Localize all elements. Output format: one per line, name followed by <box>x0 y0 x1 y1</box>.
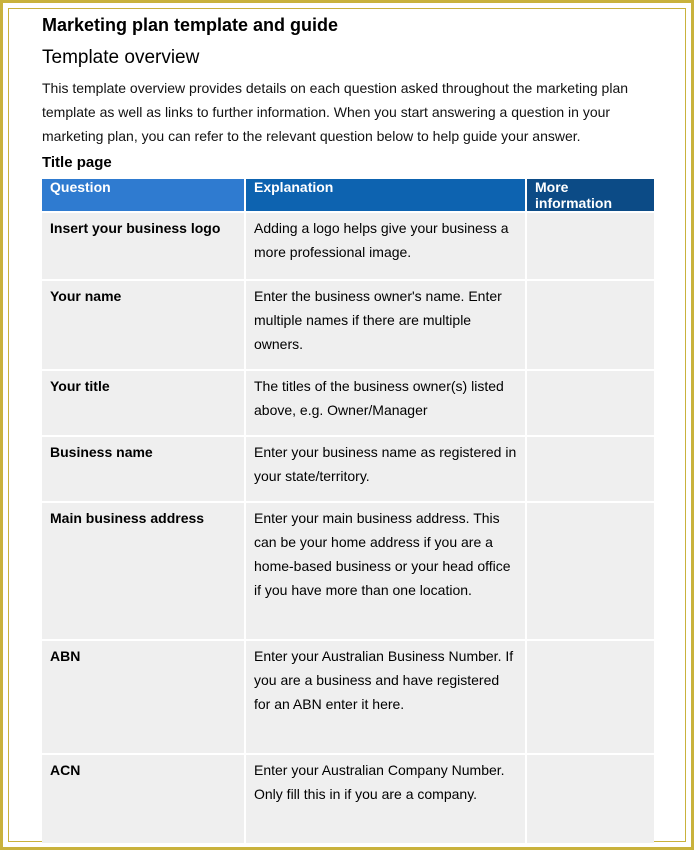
overview-table <box>42 179 654 843</box>
table-row <box>42 435 654 501</box>
cell-question: Insert your business logo <box>42 211 244 279</box>
cell-explanation: Enter your main business address. This can be your home address if you are a home-based business or your head office if you have more than one location. <box>244 501 525 639</box>
cell-question: Your name <box>42 279 244 369</box>
cell-question: ACN <box>42 753 244 843</box>
cell-question: Main business address <box>42 501 244 639</box>
header-explanation: Explanation <box>244 179 525 211</box>
section-title: Template overview <box>42 47 200 68</box>
cell-more-information <box>525 435 654 501</box>
table-row <box>42 501 654 639</box>
cell-explanation: Enter your Australian Company Number. Only fill this in if you are a company. <box>244 753 525 843</box>
cell-question: ABN <box>42 639 244 753</box>
cell-more-information <box>525 279 654 369</box>
table-row <box>42 211 654 279</box>
table-row <box>42 279 654 369</box>
subheading-title-page: Title page <box>42 154 112 171</box>
cell-question: Business name <box>42 435 244 501</box>
intro-paragraph: This template overview provides details on each question asked throughout the marketing plan template as well as links to further information. When you start answering a question in your marketing plan, you can refer to the relevant question below to help guide your answer. <box>42 80 629 144</box>
cell-explanation: Adding a logo helps give your business a more professional image. <box>244 211 525 279</box>
cell-explanation: Enter the business owner's name. Enter multiple names if there are multiple owners. <box>244 279 525 369</box>
cell-more-information <box>525 639 654 753</box>
header-question: Question <box>42 179 244 211</box>
cell-more-information <box>525 501 654 639</box>
cell-explanation: Enter your Australian Business Number. If you are a business and have registered for an ABN enter it here. <box>244 639 525 753</box>
table-row <box>42 639 654 753</box>
cell-more-information <box>525 211 654 279</box>
document-title: Marketing plan template and guide <box>42 15 339 35</box>
cell-question: Your title <box>42 369 244 435</box>
cell-explanation: The titles of the business owner(s) listed above, e.g. Owner/Manager <box>244 369 525 435</box>
cell-more-information <box>525 753 654 843</box>
table-header-row <box>42 179 654 211</box>
table-row <box>42 369 654 435</box>
document-body <box>42 12 654 843</box>
header-more-information: More information <box>525 179 654 211</box>
table-row <box>42 753 654 843</box>
cell-explanation: Enter your business name as registered in your state/territory. <box>244 435 525 501</box>
cell-more-information <box>525 369 654 435</box>
